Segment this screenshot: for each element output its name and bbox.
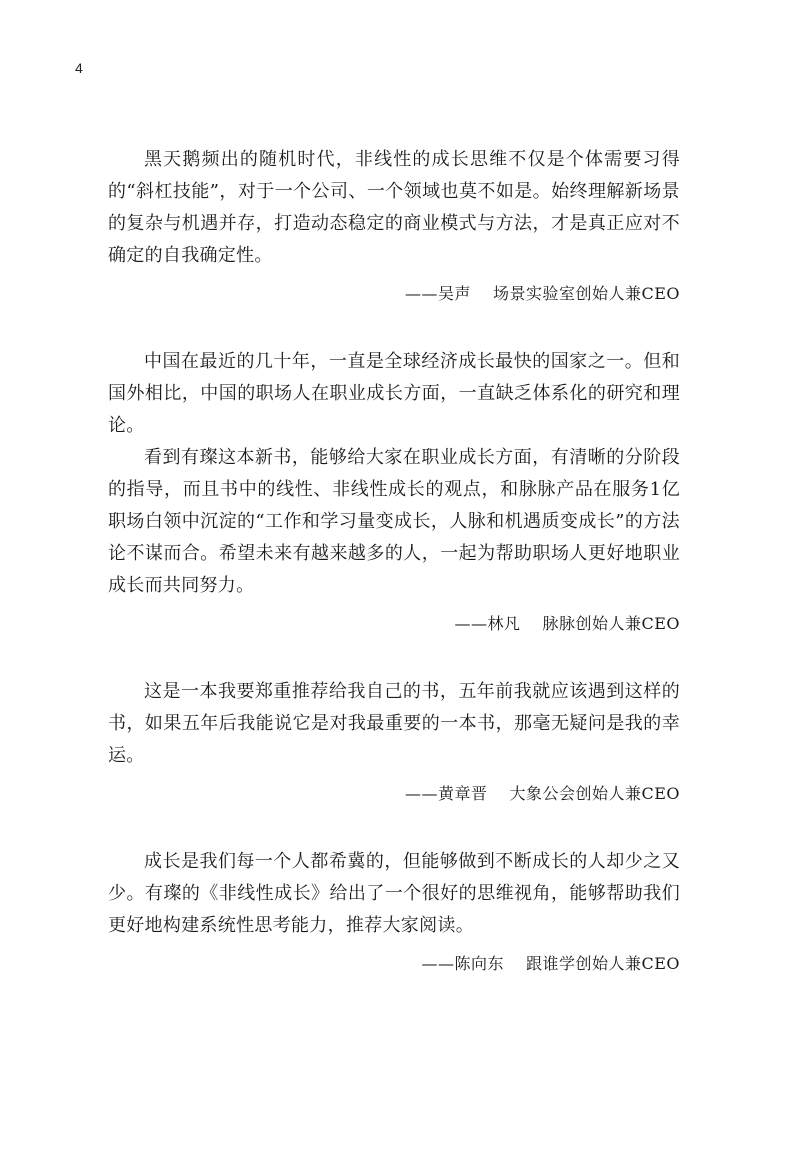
endorsement-lin-fan	[108, 346, 680, 636]
endorsement-paragraph: 看到有璨这本新书，能够给大家在职业成长方面，有清晰的分阶段的指导，而且书中的线性、非线性成长的观点，和脉脉产品在服务1亿职场白领中沉淀的“工作和学习量变成长，人脉和机遇质变成长”的方法论不谋而合。希望未来有越来越多的人，一起为帮助职场人更好地职业成长而共同努力。	[108, 447, 680, 596]
author-name: ——黄章晋	[404, 784, 488, 803]
author-title: 脉脉创始人兼CEO	[542, 614, 680, 633]
endorsements	[108, 144, 680, 1016]
attribution	[108, 782, 680, 806]
endorsement-huang-zhangjin	[108, 676, 680, 806]
endorsement-paragraph: 成长是我们每一个人都希冀的，但能够做到不断成长的人却少之又少。有璨的《非线性成长》给出了一个很好的思维视角，能够帮助我们更好地构建系统性思考能力，推荐大家阅读。	[108, 851, 680, 936]
endorsement-chen-xiangdong	[108, 846, 680, 976]
attribution	[108, 952, 680, 976]
page-number: 4	[75, 60, 83, 76]
author-title: 场景实验室创始人兼CEO	[492, 284, 680, 303]
endorsement-wu-sheng	[108, 144, 680, 306]
endorsement-paragraph: 黑天鹅频出的随机时代，非线性的成长思维不仅是个体需要习得的“斜杠技能”，对于一个公司、一个领域也莫不如是。始终理解新场景的复杂与机遇并存，打造动态稳定的商业模式与方法，才是真正应对不确定的自我确定性。	[108, 149, 680, 266]
author-name: ——吴声	[404, 284, 471, 303]
attribution	[108, 612, 680, 636]
endorsement-paragraph: 这是一本我要郑重推荐给我自己的书，五年前我就应该遇到这样的书，如果五年后我能说它是对我最重要的一本书，那毫无疑问是我的幸运。	[108, 681, 680, 766]
author-name: ——陈向东	[421, 954, 504, 973]
attribution	[108, 282, 680, 306]
author-name: ——林凡	[454, 614, 521, 633]
author-title: 跟谁学创始人兼CEO	[525, 954, 680, 973]
endorsement-paragraph: 中国在最近的几十年，一直是全球经济成长最快的国家之一。但和国外相比，中国的职场人在职业成长方面，一直缺乏体系化的研究和理论。	[108, 351, 680, 436]
author-title: 大象公会创始人兼CEO	[509, 784, 680, 803]
